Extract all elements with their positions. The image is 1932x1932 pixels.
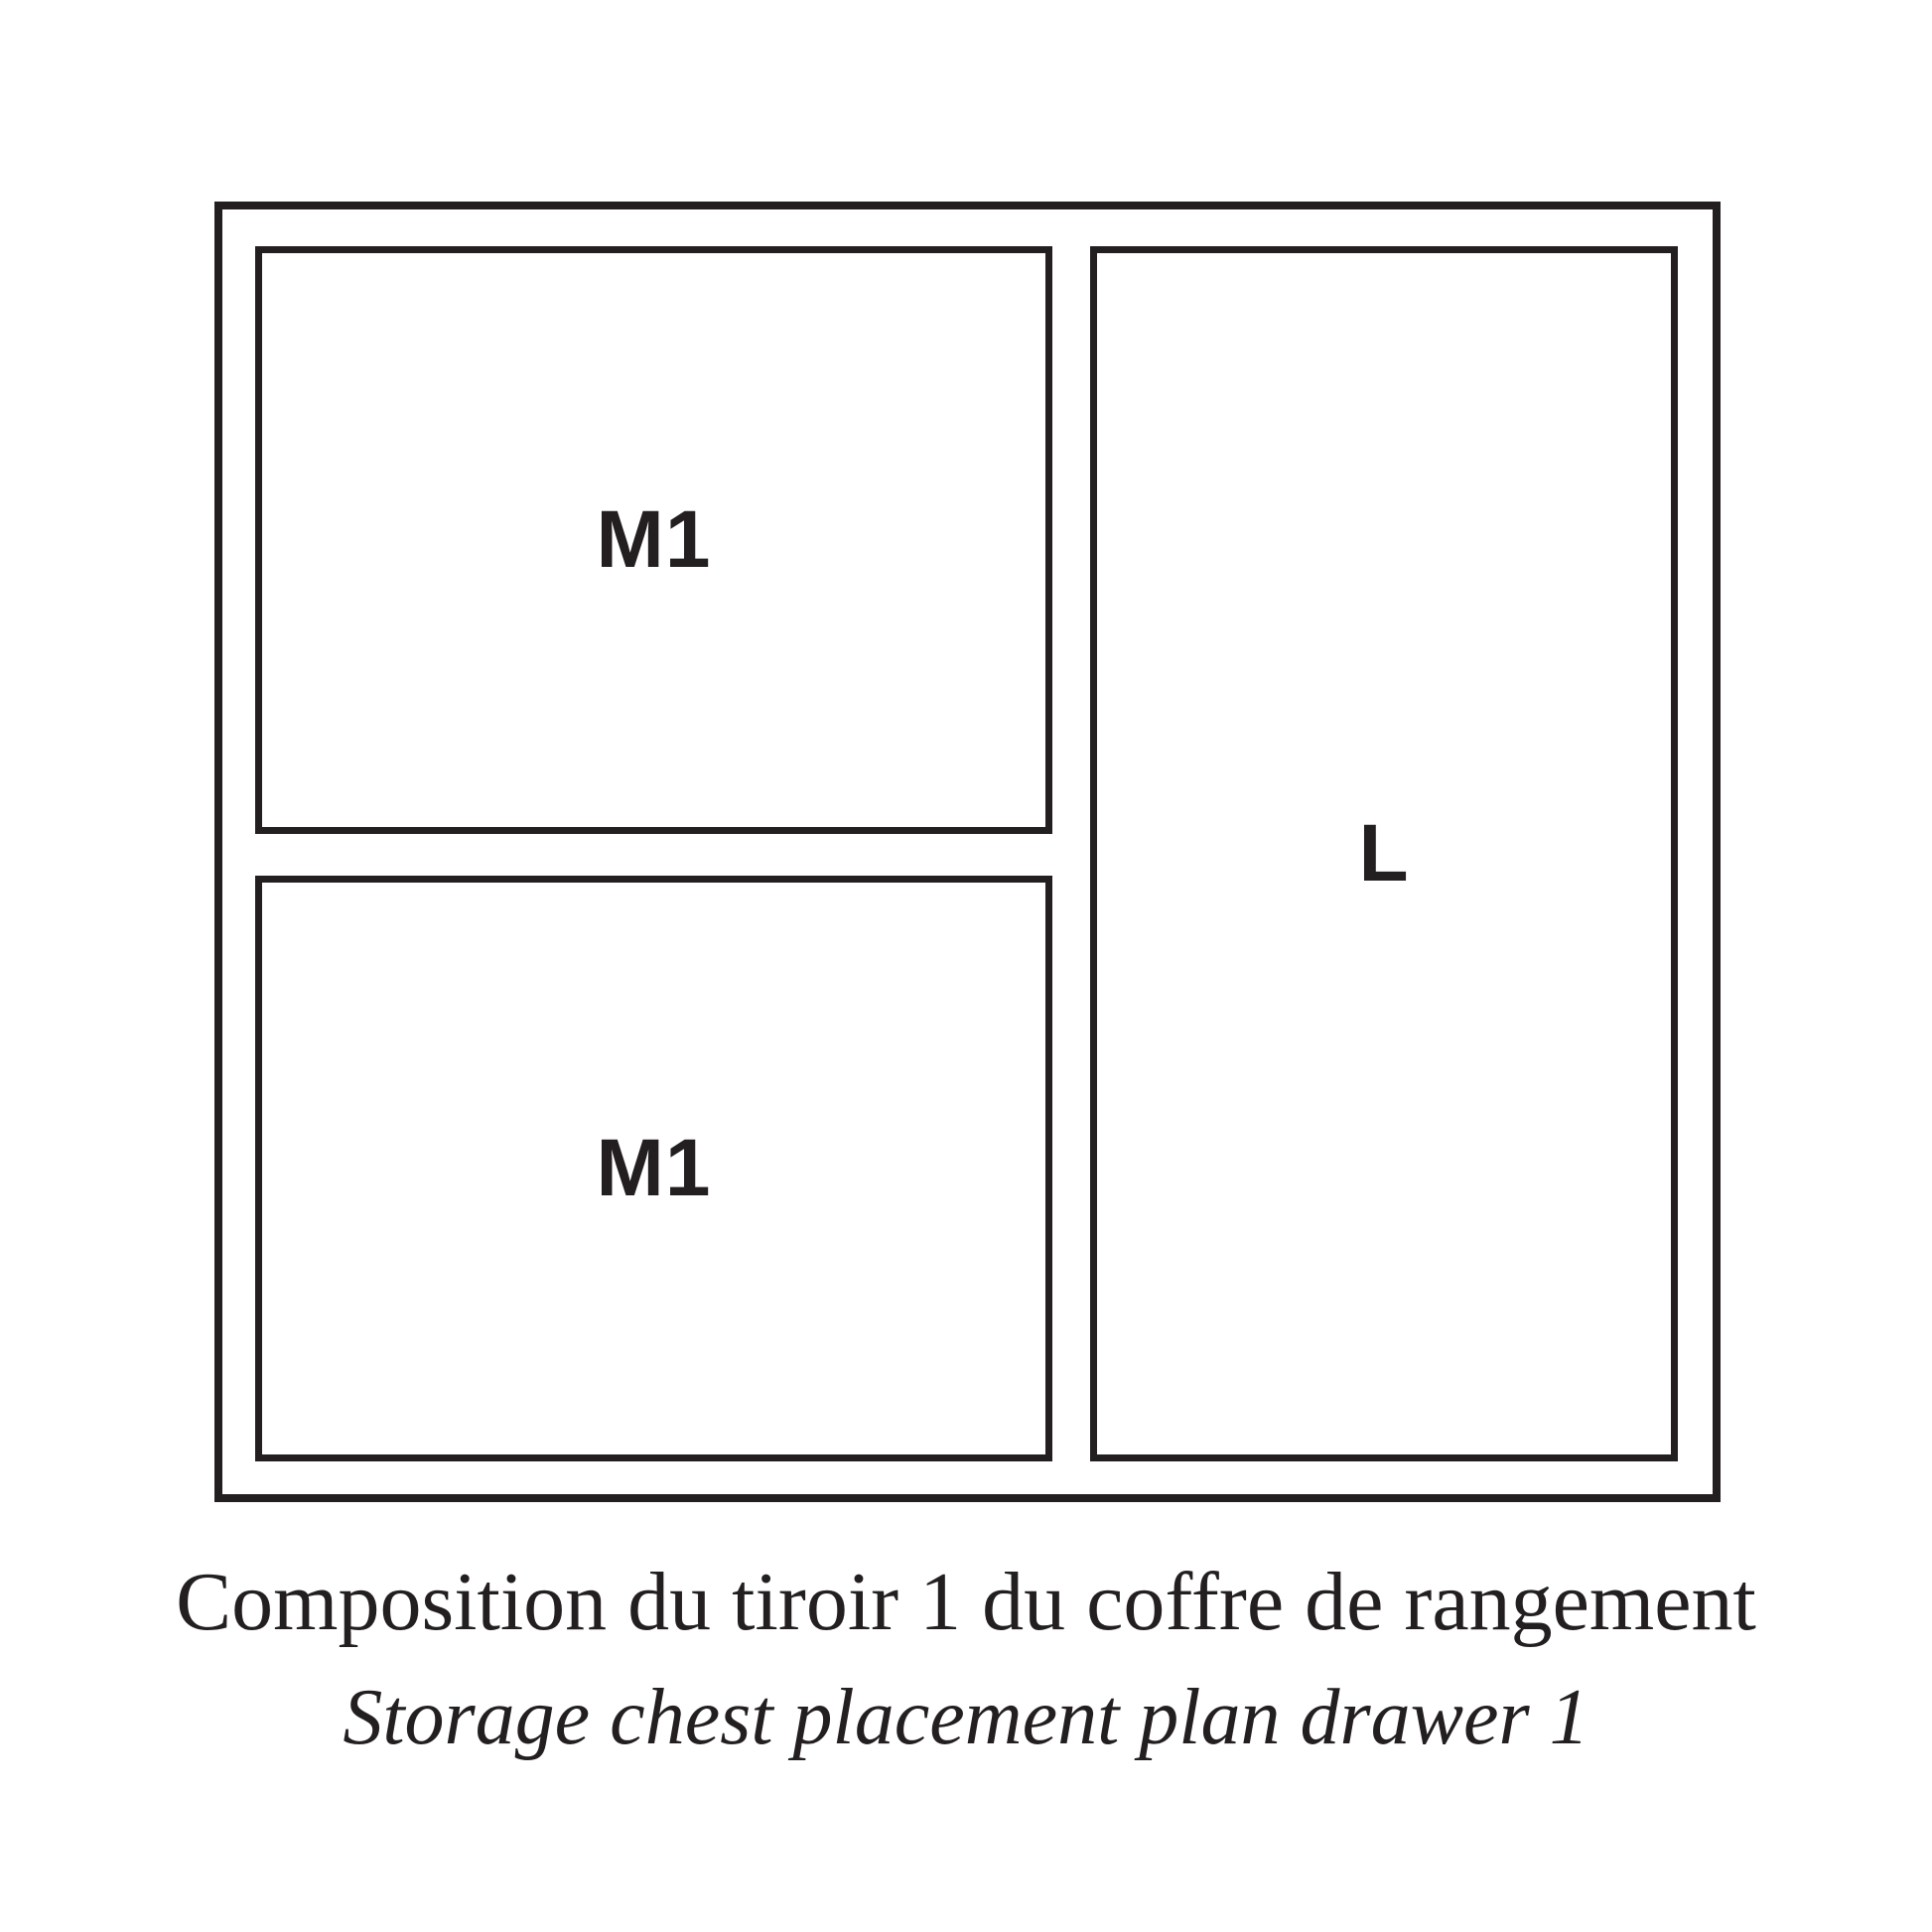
caption-english: Storage chest placement plan drawer 1 — [343, 1674, 1589, 1761]
caption-french: Composition du tiroir 1 du coffre de rangement — [176, 1556, 1756, 1648]
caption — [0, 1556, 1932, 1761]
compartment-l — [1090, 246, 1678, 1461]
compartment-m1-bottom — [255, 876, 1052, 1461]
compartment-m1-bottom-label: M1 — [596, 1123, 712, 1213]
compartment-m1-top-label: M1 — [596, 494, 712, 585]
compartment-m1-top — [255, 246, 1052, 834]
compartment-l-label: L — [1358, 808, 1410, 898]
